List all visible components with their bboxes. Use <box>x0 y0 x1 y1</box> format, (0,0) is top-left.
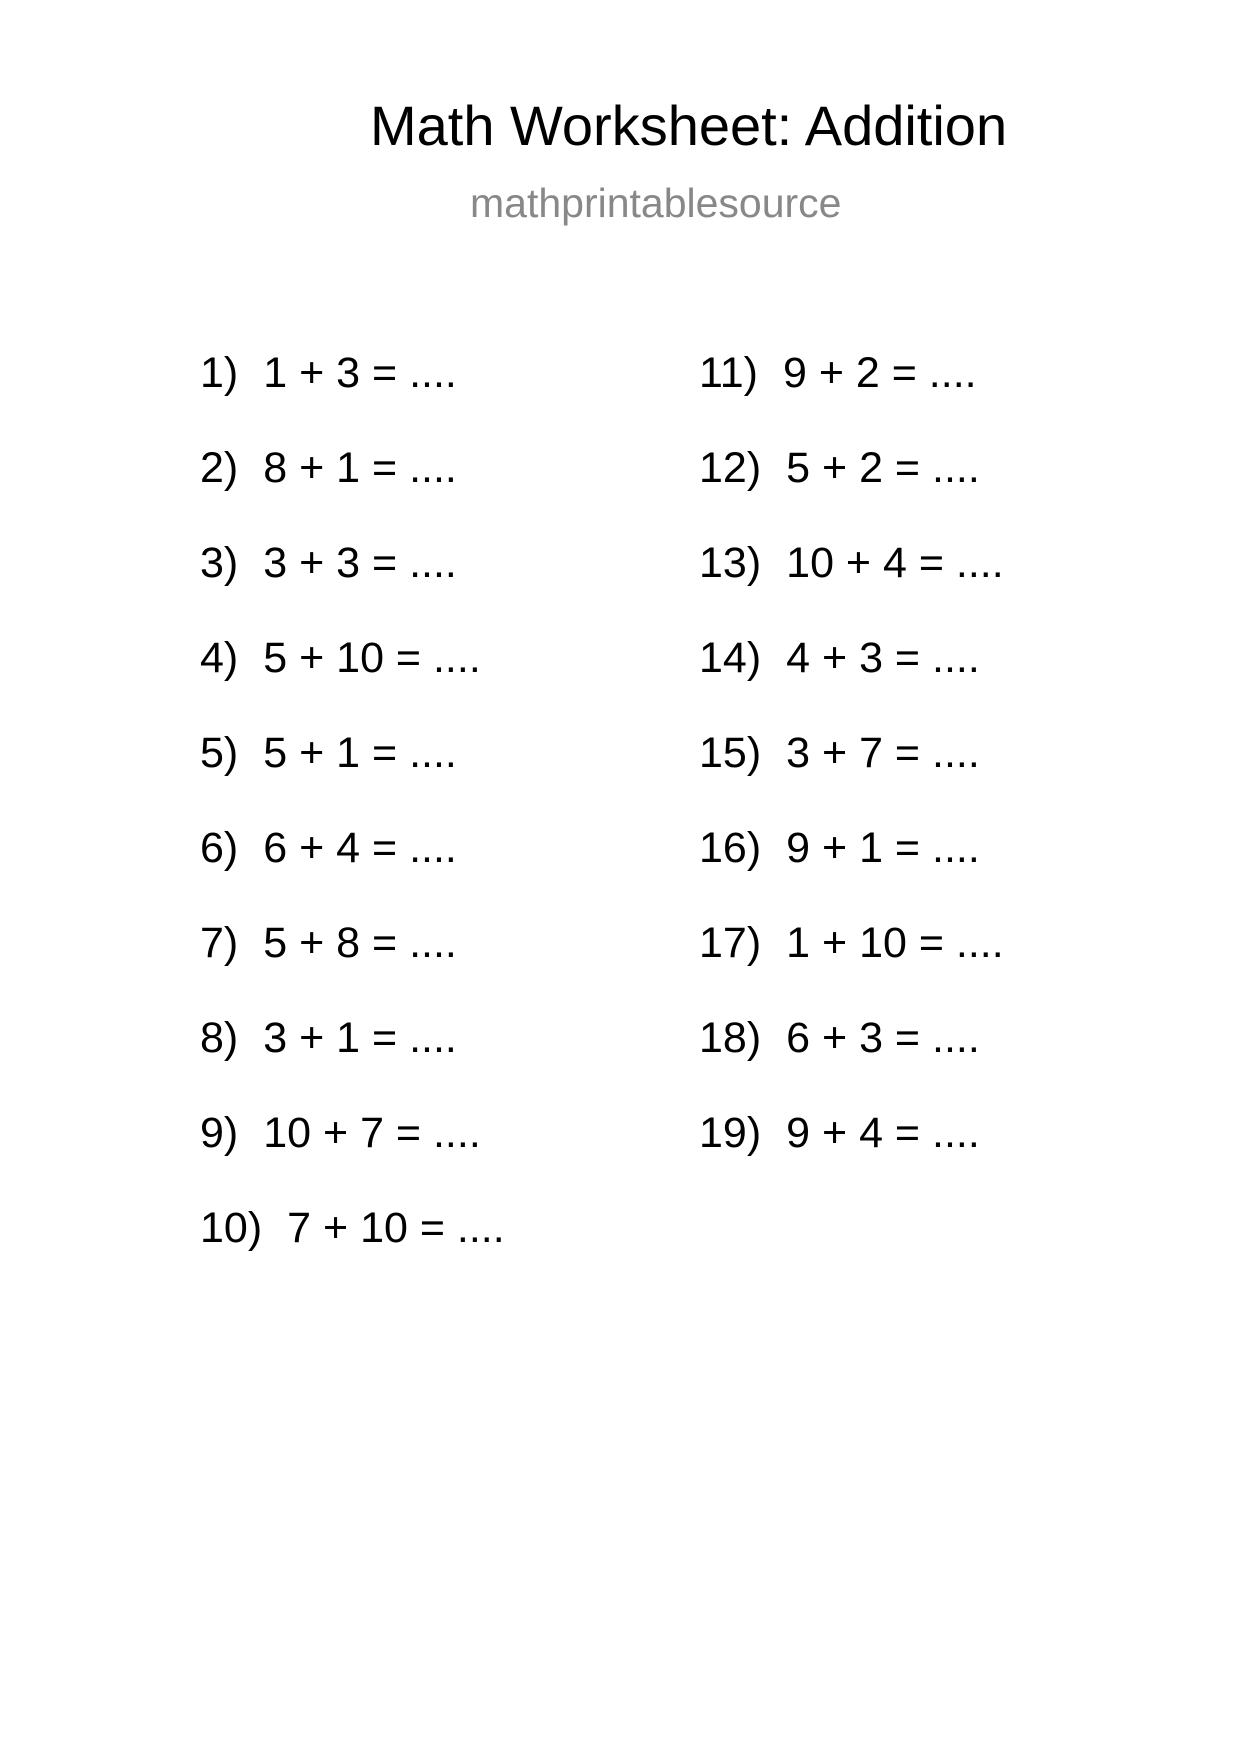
problem-number: 10) <box>200 1204 263 1252</box>
problem-expression: 3 + 7 = .... <box>786 729 980 777</box>
problem-expression: 6 + 4 = .... <box>263 824 457 872</box>
problem-10 <box>200 1204 505 1302</box>
problem-5 <box>200 729 505 827</box>
problem-expression: 10 + 7 = .... <box>263 1109 481 1157</box>
problem-expression: 4 + 3 = .... <box>786 634 980 682</box>
problem-4 <box>200 634 505 732</box>
problem-expression: 5 + 10 = .... <box>263 634 481 682</box>
problem-expression: 3 + 3 = .... <box>263 539 457 587</box>
problem-expression: 8 + 1 = .... <box>263 444 457 492</box>
worksheet-title: Math Worksheet: Addition <box>370 94 1008 157</box>
problem-3 <box>200 539 505 637</box>
problem-column-left <box>200 349 505 1302</box>
problem-number: 8) <box>200 1014 239 1062</box>
problem-number: 13) <box>699 539 762 587</box>
problem-8 <box>200 1014 505 1112</box>
problem-number: 1) <box>200 349 239 397</box>
problem-number: 2) <box>200 444 239 492</box>
problem-number: 16) <box>699 824 762 872</box>
problem-expression: 10 + 4 = .... <box>786 539 1004 587</box>
problem-number: 9) <box>200 1109 239 1157</box>
problem-6 <box>200 824 505 922</box>
problem-expression: 5 + 8 = .... <box>263 919 457 967</box>
problem-number: 17) <box>699 919 762 967</box>
problem-2 <box>200 444 505 542</box>
problem-number: 14) <box>699 634 762 682</box>
problem-15 <box>699 729 1004 827</box>
problem-number: 6) <box>200 824 239 872</box>
problem-14 <box>699 634 1004 732</box>
problem-expression: 1 + 3 = .... <box>263 349 457 397</box>
problem-number: 15) <box>699 729 762 777</box>
problem-number: 3) <box>200 539 239 587</box>
problem-number: 18) <box>699 1014 762 1062</box>
problem-7 <box>200 919 505 1017</box>
problem-expression: 3 + 1 = .... <box>263 1014 457 1062</box>
problem-19 <box>699 1109 1004 1207</box>
problem-17 <box>699 919 1004 1017</box>
problem-1 <box>200 349 505 447</box>
problem-9 <box>200 1109 505 1207</box>
problem-expression: 5 + 1 = .... <box>263 729 457 777</box>
problem-13 <box>699 539 1004 637</box>
problem-number: 12) <box>699 444 762 492</box>
problem-11 <box>699 349 1004 447</box>
problem-18 <box>699 1014 1004 1112</box>
problem-expression: 7 + 10 = .... <box>287 1204 505 1252</box>
problem-expression: 6 + 3 = .... <box>786 1014 980 1062</box>
problem-expression: 1 + 10 = .... <box>786 919 1004 967</box>
problem-number: 5) <box>200 729 239 777</box>
problem-16 <box>699 824 1004 922</box>
problem-number: 11) <box>699 349 758 397</box>
problem-expression: 9 + 4 = .... <box>786 1109 980 1157</box>
problem-number: 7) <box>200 919 239 967</box>
problem-column-right <box>699 349 1004 1207</box>
problem-number: 19) <box>699 1109 762 1157</box>
problem-expression: 5 + 2 = .... <box>786 444 980 492</box>
problem-expression: 9 + 2 = .... <box>782 349 977 397</box>
problem-number: 4) <box>200 634 239 682</box>
problem-expression: 9 + 1 = .... <box>786 824 980 872</box>
worksheet-source: mathprintablesource <box>470 180 842 226</box>
problem-12 <box>699 444 1004 542</box>
